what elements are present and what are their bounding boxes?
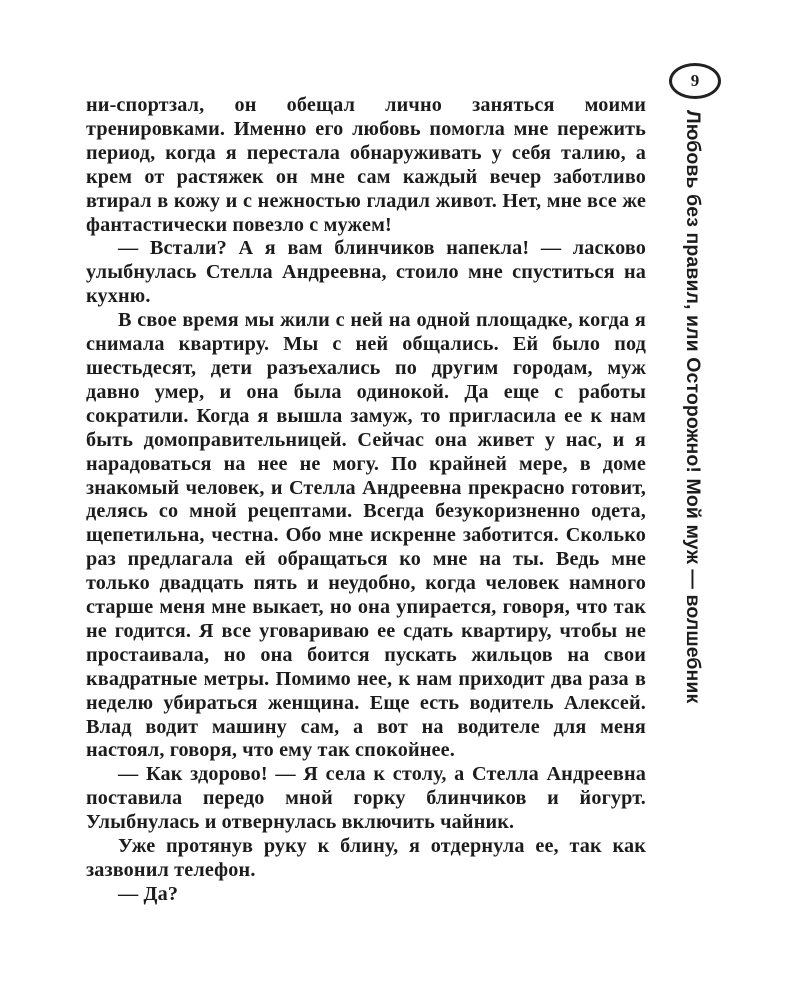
- page-text: [86, 94, 646, 907]
- page-number: 9: [669, 63, 721, 99]
- paragraph: — Как здорово! — Я села к столу, а Стелла Андреевна поставила передо мной горку блинчиков и йогурт. Улыбнулась и отвернулась включить чайник.: [86, 763, 646, 834]
- paragraph: — Да?: [118, 882, 179, 905]
- paragraph: В свое время мы жили с ней на одной площадке, когда я снимала квартиру. Мы с ней общались. Ей было под шестьдесят, дети разъехались по другим городам, муж давно умер, и она была одинокой. Да еще с работы сократили. Когда я вышла замуж, то пригласила ее к нам быть домоправительницей. Сейчас она живет у нас, и я нарадоваться на нее не могу. По крайней мере, в доме знакомый человек, и Стелла Андреевна прекрасно готовит, делясь со мной рецептами. Всегда безукоризненно одета, щепетильна, честна. Обо мне искренне заботится. Сколько раз предлагала ей обращаться ко мне на ты. Ведь мне только двадцать пять и неудобно, когда человек намного старше меня мне выкает, но она упирается, говоря, что так не годится. Я все уговариваю ее сдать квартиру, чтобы не простаивала, но она боится пускать жильцов на свои квадратные метры. Помимо нее, к нам приходит два раза в неделю убираться женщина. Еще есть водитель Алексей. Влад водит машину сам, а вот на водителе для меня настоял, говоря, что ему так спокойнее.: [86, 309, 646, 762]
- paragraph: — Встали? А я вам блинчиков напекла! — ласково улыбнулась Стелла Андреевна, стоило мне спуститься на кухню.: [86, 237, 646, 308]
- paragraph: ни-спортзал, он обещал лично заняться моими тренировками. Именно его любовь помогла мне пережить период, когда я перестала обнаруживать у себя талию, а крем от растяжек он мне сам каждый вечер заботливо втирал в кожу и с нежностью гладил живот. Нет, мне все же фантастически повезло с мужем!: [86, 94, 646, 236]
- paragraph: Уже протянув руку к блину, я отдернула ее, так как зазвонил телефон.: [86, 835, 646, 881]
- running-head: Любовь без правил, или Осторожно! Мой муж — волшебник: [682, 110, 704, 704]
